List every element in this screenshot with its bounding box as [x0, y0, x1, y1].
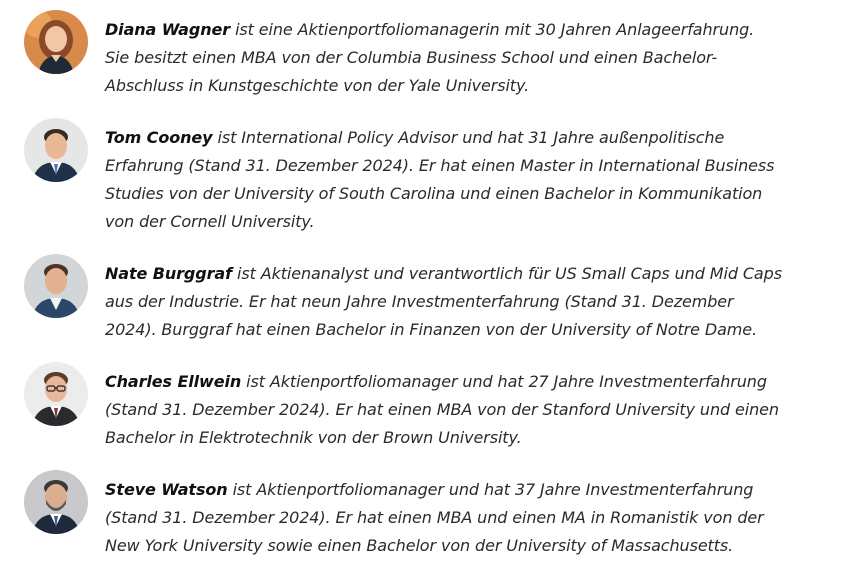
- bio-nate-burggraf: [24, 260, 834, 344]
- bio-line: ist Aktienportfoliomanager und hat 27 Jahre Investmenterfahrung: [241, 372, 767, 391]
- avatar: [24, 10, 88, 74]
- bio-line: Sie besitzt einen MBA von der Columbia Business School und einen Bachelor-: [105, 48, 718, 67]
- bio-line: von der Cornell University.: [105, 212, 315, 231]
- bio-line: (Stand 31. Dezember 2024). Er hat einen MBA und einen MA in Romanistik von der: [105, 508, 764, 527]
- portrait-man-icon: [24, 254, 88, 318]
- bio-line: New York University sowie einen Bachelor von der University of Massachusetts.: [105, 536, 734, 555]
- person-name: Charles Ellwein: [105, 372, 242, 391]
- portrait-woman-icon: [24, 10, 88, 74]
- bio-diana-wagner: [24, 16, 834, 100]
- portrait-man-icon: [24, 118, 88, 182]
- bio-steve-watson: [24, 476, 834, 560]
- bio-line: aus der Industrie. Er hat neun Jahre Investmenterfahrung (Stand 31. Dezember: [105, 292, 734, 311]
- bio-line: Erfahrung (Stand 31. Dezember 2024). Er hat einen Master in International Business: [105, 156, 775, 175]
- person-name: Diana Wagner: [105, 20, 231, 39]
- bio-line: ist eine Aktienportfoliomanagerin mit 30 Jahren Anlageerfahrung.: [230, 20, 755, 39]
- portrait-man-glasses-icon: [24, 362, 88, 426]
- bio-line: ist International Policy Advisor und hat 31 Jahre außenpolitische: [212, 128, 725, 147]
- bio-tom-cooney: [24, 124, 834, 236]
- person-name: Steve Watson: [105, 480, 228, 499]
- avatar: [24, 254, 88, 318]
- bio-line: Abschluss in Kunstgeschichte von der Yale University.: [105, 76, 530, 95]
- avatar: [24, 470, 88, 534]
- person-name: Nate Burggraf: [105, 264, 232, 283]
- person-name: Tom Cooney: [105, 128, 213, 147]
- bio-charles-ellwein: [24, 368, 834, 452]
- portrait-man-beard-icon: [24, 470, 88, 534]
- bio-line: Studies von der University of South Carolina und einen Bachelor in Kommunikation: [105, 184, 763, 203]
- avatar: [24, 362, 88, 426]
- bio-line: (Stand 31. Dezember 2024). Er hat einen MBA von der Stanford University und einen: [105, 400, 779, 419]
- bio-line: ist Aktienanalyst und verantwortlich für US Small Caps und Mid Caps: [232, 264, 782, 283]
- bio-line: 2024). Burggraf hat einen Bachelor in Finanzen von der University of Notre Dame.: [105, 320, 758, 339]
- bio-line: ist Aktienportfoliomanager und hat 37 Jahre Investmenterfahrung: [227, 480, 754, 499]
- avatar: [24, 118, 88, 182]
- bio-line: Bachelor in Elektrotechnik von der Brown University.: [105, 428, 522, 447]
